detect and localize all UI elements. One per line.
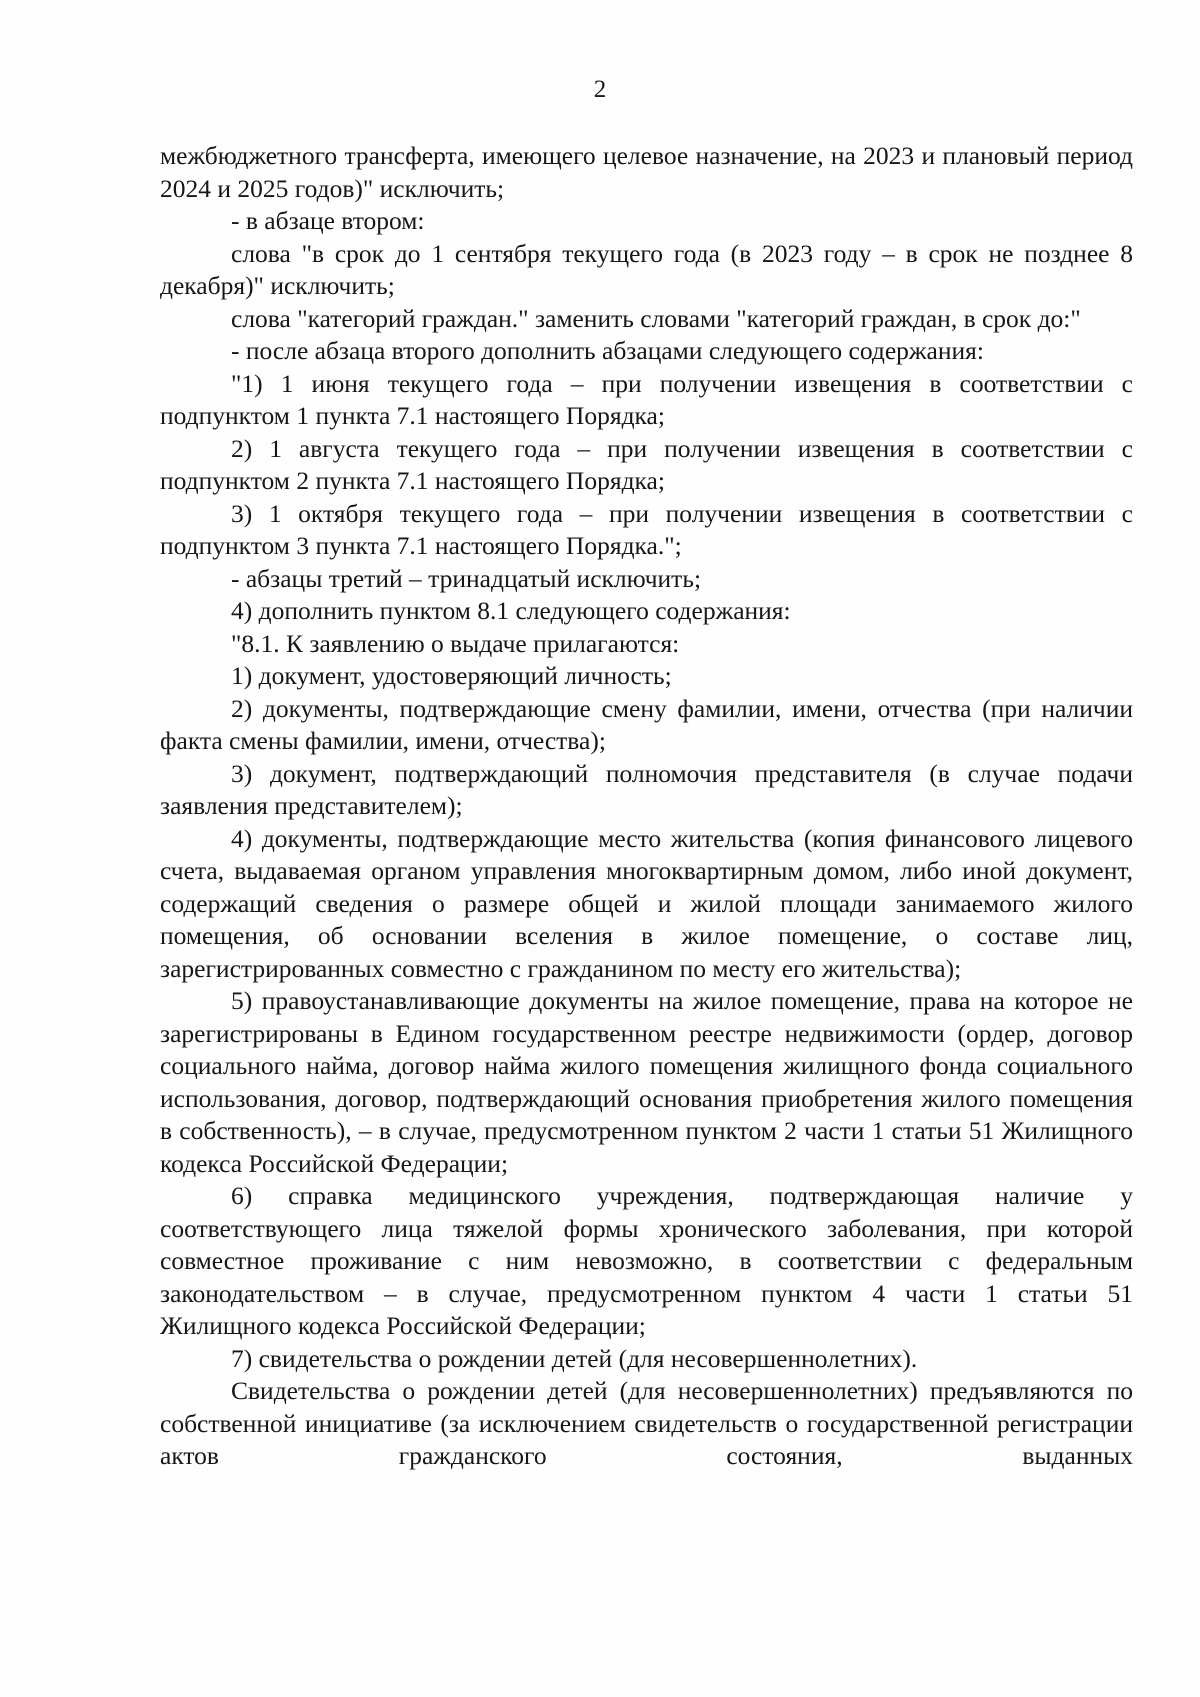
paragraph-2: - в абзаце втором:	[231, 206, 425, 235]
paragraph-10: 4) дополнить пунктом 8.1 следующего содержания:	[231, 596, 791, 625]
paragraph-3: слова "в срок до 1 сентября текущего года (в 2023 году – в срок не позднее 8 декабря)" исключить;	[160, 238, 1133, 300]
paragraph-1: межбюджетного трансферта, имеющего целевое назначение, на 2023 и плановый период 2024 и 2025 годов)" исключить;	[160, 141, 1133, 203]
paragraph-7: 2) 1 августа текущего года – при получении извещения в соответствии с подпунктом 2 пункта 7.1 настоящего Порядка;	[160, 433, 1133, 495]
paragraph-4: слова "категорий граждан." заменить словами "категорий граждан, в срок до:"	[231, 303, 1081, 333]
paragraph-5: - после абзаца второго дополнить абзацами следующего содержания:	[231, 336, 984, 365]
paragraph-19: Свидетельства о рождении детей (для несовершеннолетних) предъявляются по собственной инициативе (за исключением свидетельств о государственной регистрации актов гражданского состояния, выданных	[160, 1376, 1133, 1470]
paragraph-18: 7) свидетельства о рождении детей (для несовершеннолетних).	[231, 1343, 918, 1373]
paragraph-6: "1) 1 июня текущего года – при получении извещения в соответствии с подпунктом 1 пункта 7.1 настоящего Порядка;	[160, 368, 1133, 430]
document-body	[160, 140, 1133, 1473]
paragraph-14: 3) документ, подтверждающий полномочия представителя (в случае подачи заявления представителем);	[160, 758, 1133, 820]
paragraph-15: 4) документы, подтверждающие место жительства (копия финансового лицевого счета, выдаваемая органом управления многоквартирным домом, либо иной документ, содержащий сведения о размере общей и жилой площади занимаемого жилого помещения, об основании вселения в жилое помещение, о составе лиц, зарегистрированных совместно с гражданином по месту его жительства);	[160, 823, 1133, 983]
paragraph-16: 5) правоустанавливающие документы на жилое помещение, права на которое не зарегистрированы в Едином государственном реестре недвижимости (ордер, договор социального найма, договор найма жилого помещения жилищного фонда социального использования, договор, подтверждающий основания приобретения жилого помещения в собственность), – в случае, предусмотренном пунктом 2 части 1 статьи 51 Жилищного кодекса Российской Федерации;	[160, 986, 1133, 1178]
page-number: 2	[593, 76, 607, 103]
paragraph-17: 6) справка медицинского учреждения, подтверждающая наличие у соответствующего лица тяжелой формы хронического заболевания, при которой совместное проживание с ним невозможно, в соответствии с федеральным законодательством – в случае, предусмотренном пунктом 4 части 1 статьи 51 Жилищного кодекса Российской Федерации;	[160, 1181, 1133, 1340]
paragraph-8: 3) 1 октября текущего года – при получении извещения в соответствии с подпунктом 3 пункта 7.1 настоящего Порядка.";	[160, 498, 1133, 560]
paragraph-9: - абзацы третий – тринадцатый исключить;	[231, 563, 702, 593]
paragraph-11: "8.1. К заявлению о выдаче прилагаются:	[231, 628, 680, 658]
paragraph-13: 2) документы, подтверждающие смену фамилии, имени, отчества (при наличии факта смены фамилии, имени, отчества);	[160, 693, 1133, 755]
paragraph-12: 1) документ, удостоверяющий личность;	[231, 661, 672, 690]
